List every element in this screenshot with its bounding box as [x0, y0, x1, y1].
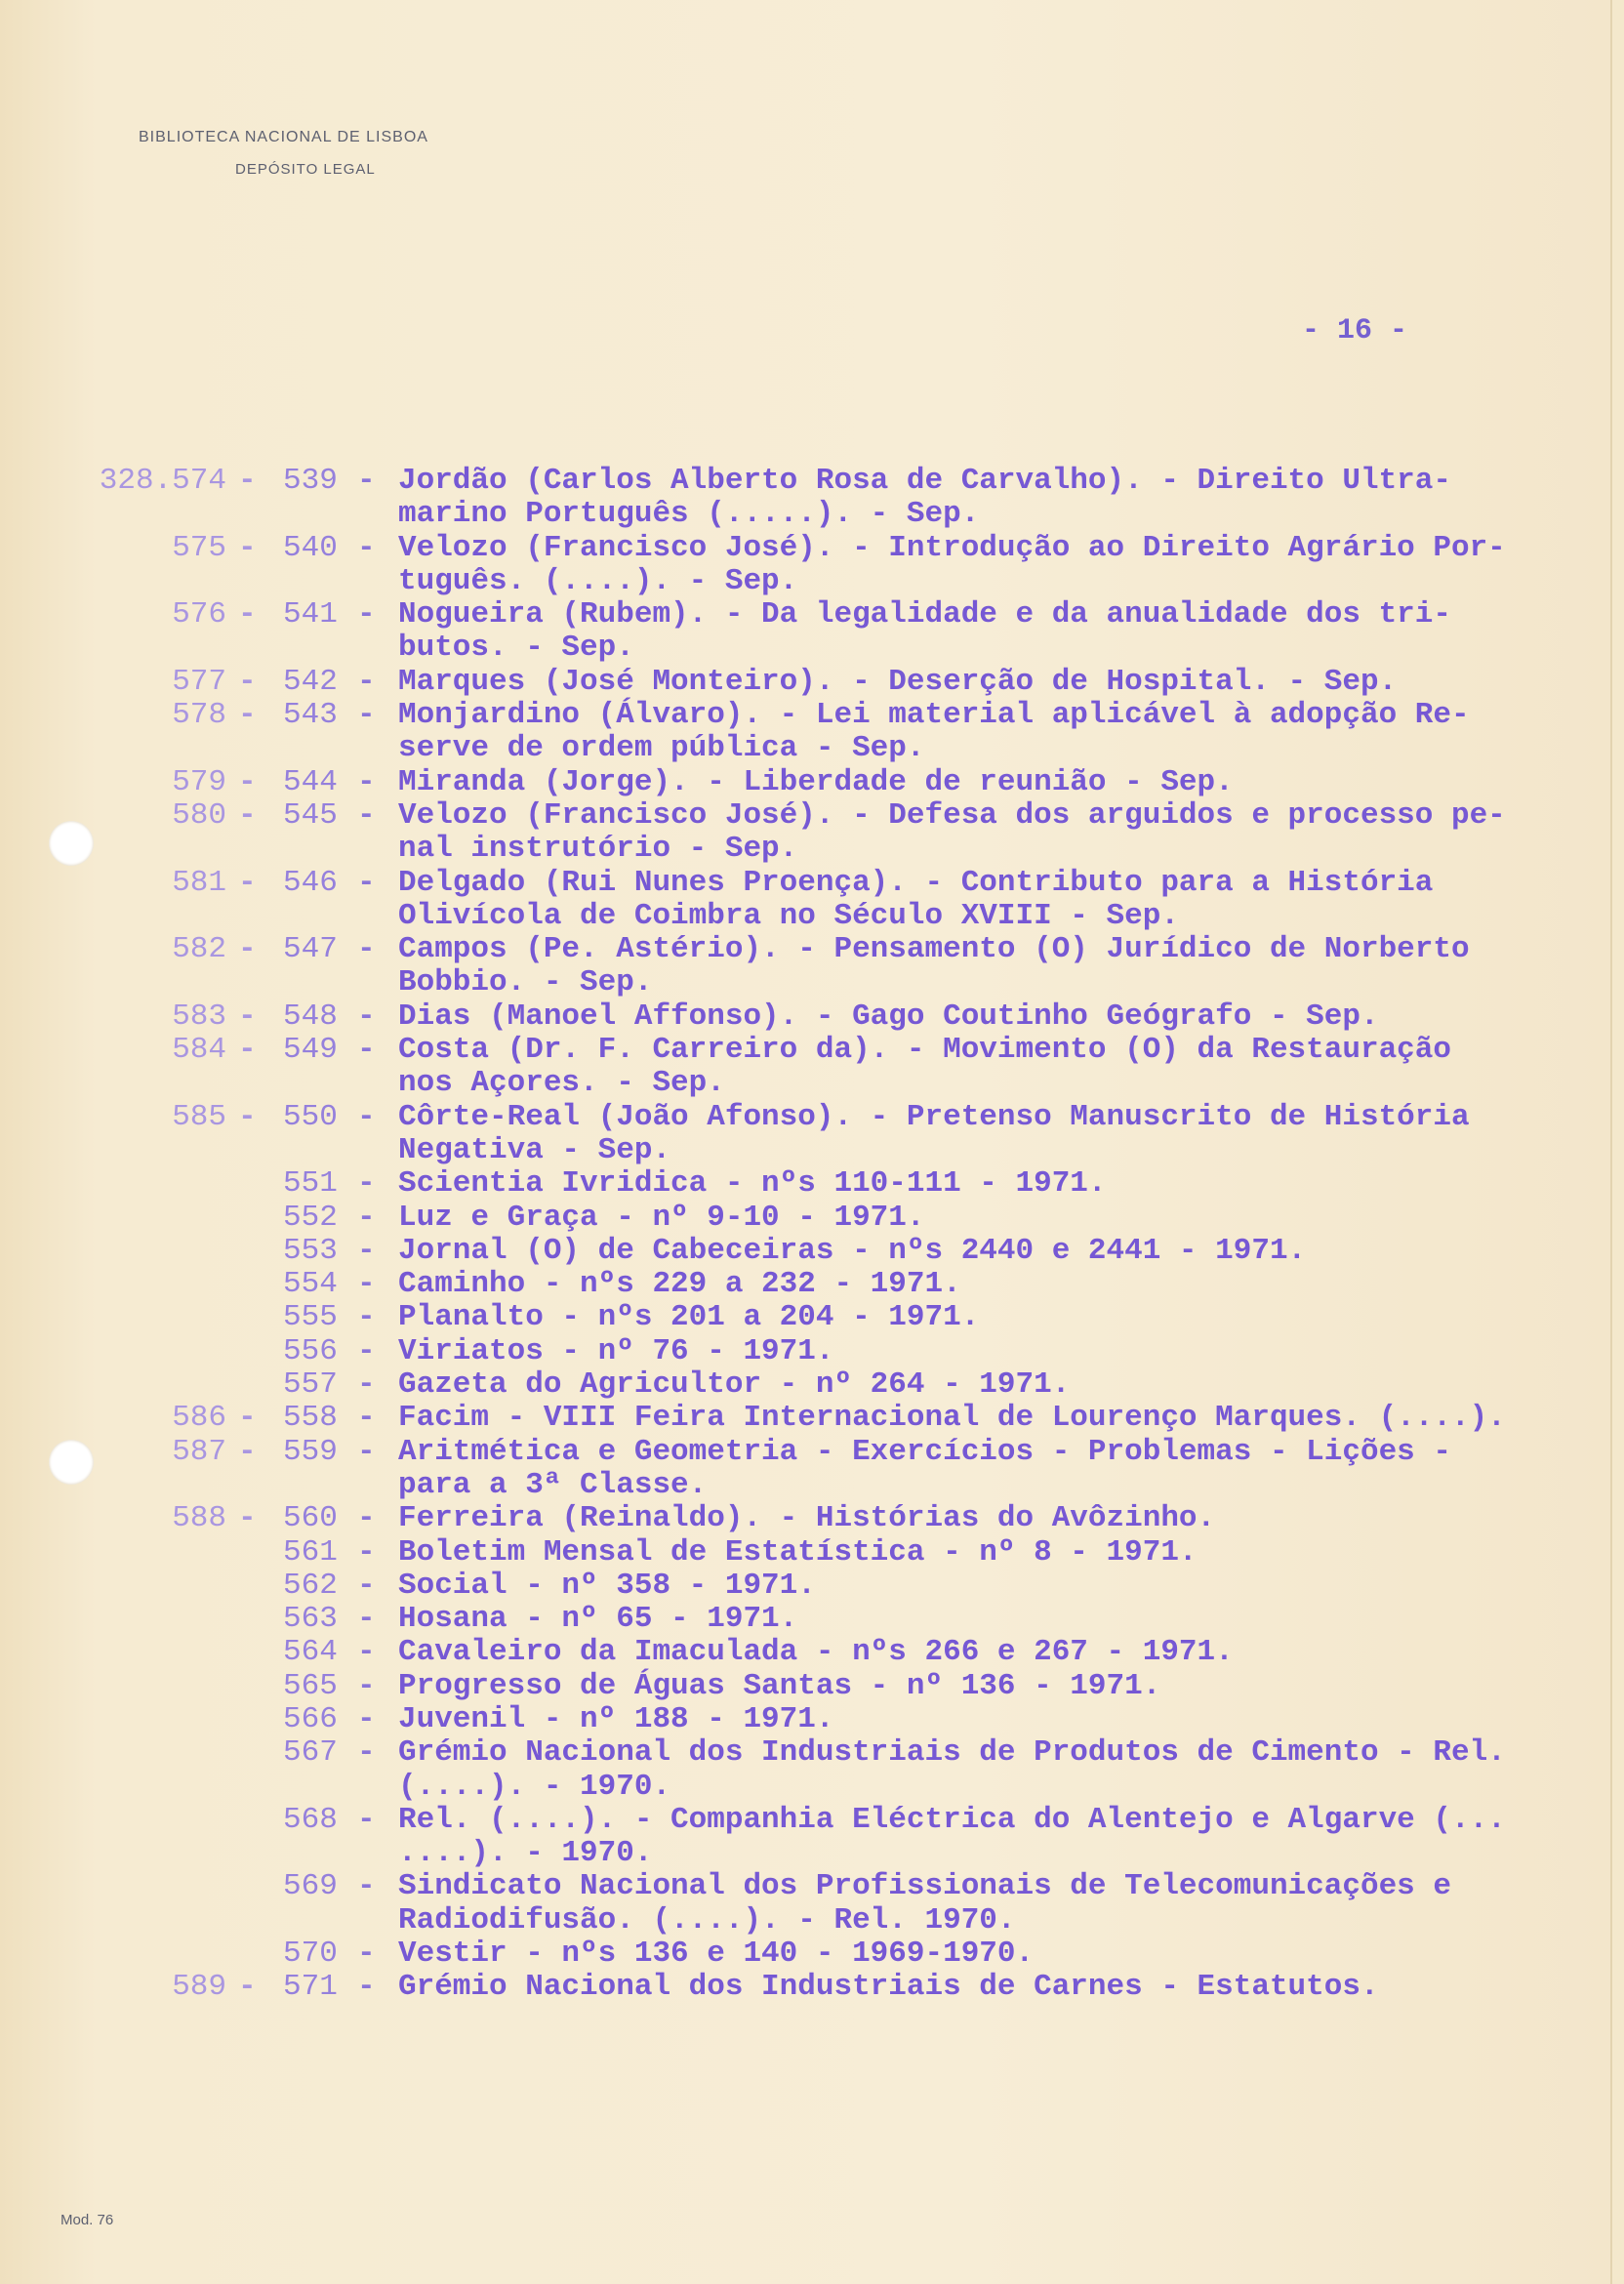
entry-line — [0, 1402, 1624, 1435]
entry-number: 560 — [283, 1501, 338, 1536]
separator-dash: - — [357, 664, 376, 699]
entry-number: 542 — [283, 664, 338, 699]
accession-number: 589 — [172, 1970, 226, 2005]
register-entry — [0, 1335, 1624, 1368]
entry-text: Negativa - Sep. — [398, 1132, 671, 1167]
entry-number: 567 — [283, 1735, 338, 1771]
entry-text: Hosana - nº 65 - 1971. — [398, 1602, 798, 1637]
entry-number: 559 — [283, 1434, 338, 1469]
entry-number: 563 — [283, 1602, 338, 1637]
separator-dash: - — [357, 1501, 376, 1536]
entry-number: 549 — [283, 1033, 338, 1068]
register-list — [0, 465, 1624, 2005]
entry-text: Rel. (....). - Companhia Eléctrica do Alentejo e Algarve (... — [398, 1802, 1506, 1837]
institution-header: BIBLIOTECA NACIONAL DE LISBOA — [139, 129, 428, 145]
register-entry — [0, 1870, 1624, 1937]
entry-number: 553 — [283, 1233, 338, 1268]
entry-line — [0, 1937, 1624, 1971]
separator-dash: - — [238, 1970, 257, 2005]
separator-dash: - — [238, 1434, 257, 1469]
entry-text: Grémio Nacional dos Industriais de Produtos de Cimento - Rel. — [398, 1735, 1506, 1771]
separator-dash: - — [357, 1635, 376, 1670]
entry-text: marino Português (.....). - Sep. — [398, 497, 980, 532]
entry-text: Costa (Dr. F. Carreiro da). - Movimento (O) da Restauração — [398, 1033, 1451, 1068]
entry-text: nos Açores. - Sep. — [398, 1066, 725, 1101]
accession-number: 577 — [172, 664, 226, 699]
separator-dash: - — [357, 1401, 376, 1436]
entry-number: 547 — [283, 932, 338, 967]
entry-number: 541 — [283, 597, 338, 632]
separator-dash: - — [357, 1802, 376, 1837]
separator-dash: - — [238, 698, 257, 733]
register-entry — [0, 1502, 1624, 1535]
separator-dash: - — [357, 1937, 376, 1972]
page-number: - 16 - — [1302, 314, 1408, 347]
entry-number: 566 — [283, 1701, 338, 1736]
register-entry — [0, 1971, 1624, 2004]
entry-line — [0, 598, 1624, 632]
separator-dash: - — [357, 597, 376, 632]
accession-number: 588 — [172, 1501, 226, 1536]
register-entry — [0, 1000, 1624, 1034]
separator-dash: - — [357, 1367, 376, 1403]
entry-text: Ferreira (Reinaldo). - Histórias do Avôzinho. — [398, 1501, 1216, 1536]
separator-dash: - — [238, 1501, 257, 1536]
register-entry — [0, 598, 1624, 666]
entry-text: Velozo (Francisco José). - Introdução ao Direito Agrário Por- — [398, 530, 1506, 565]
separator-dash: - — [238, 865, 257, 900]
entry-text: (....). - 1970. — [398, 1769, 671, 1804]
entry-text: serve de ordem pública - Sep. — [398, 731, 925, 766]
register-entry — [0, 666, 1624, 699]
entry-number: 558 — [283, 1401, 338, 1436]
entry-text: Scientia Ivridica - nºs 110-111 - 1971. — [398, 1166, 1107, 1202]
entry-number: 554 — [283, 1267, 338, 1302]
separator-dash: - — [238, 999, 257, 1034]
entry-text: Monjardino (Álvaro). - Lei material aplicável à adopção Re- — [398, 698, 1470, 733]
entry-text: Juvenil - nº 188 - 1971. — [398, 1701, 834, 1736]
accession-number: 581 — [172, 865, 226, 900]
entry-text: Vestir - nºs 136 e 140 - 1969-1970. — [398, 1937, 1035, 1972]
entry-text: Gazeta do Agricultor - nº 264 - 1971. — [398, 1367, 1071, 1403]
entry-text: ....). - 1970. — [398, 1836, 653, 1871]
entry-line — [0, 1134, 1624, 1167]
separator-dash: - — [238, 597, 257, 632]
entry-line — [0, 933, 1624, 966]
entry-text: Jordão (Carlos Alberto Rosa de Carvalho). - Direito Ultra- — [398, 464, 1451, 498]
entry-text: Nogueira (Rubem). - Da legalidade e da anualidade dos tri- — [398, 597, 1451, 632]
entry-number: 550 — [283, 1099, 338, 1134]
separator-dash: - — [357, 1099, 376, 1134]
separator-dash: - — [238, 1033, 257, 1068]
separator-dash: - — [357, 1602, 376, 1637]
entry-text: Cavaleiro da Imaculada - nºs 266 e 267 - 1971. — [398, 1635, 1234, 1670]
entry-text: butos. - Sep. — [398, 631, 634, 666]
entry-number: 571 — [283, 1970, 338, 2005]
entry-text: Social - nº 358 - 1971. — [398, 1568, 816, 1603]
register-entry — [0, 1670, 1624, 1703]
entry-number: 569 — [283, 1869, 338, 1904]
register-entry — [0, 1368, 1624, 1402]
entry-line — [0, 1870, 1624, 1903]
entry-line — [0, 1904, 1624, 1937]
entry-line — [0, 1670, 1624, 1703]
separator-dash: - — [357, 1869, 376, 1904]
separator-dash: - — [357, 1568, 376, 1603]
entry-number: 539 — [283, 464, 338, 498]
register-entry — [0, 1804, 1624, 1871]
separator-dash: - — [357, 932, 376, 967]
entry-number: 548 — [283, 999, 338, 1034]
separator-dash: - — [357, 1735, 376, 1771]
entry-text: Velozo (Francisco José). - Defesa dos arguidos e processo pe- — [398, 797, 1506, 833]
accession-number: 582 — [172, 932, 226, 967]
entry-line — [0, 1837, 1624, 1870]
entry-line — [0, 732, 1624, 765]
entry-line — [0, 532, 1624, 565]
accession-number: 587 — [172, 1434, 226, 1469]
register-entry — [0, 1301, 1624, 1334]
register-entry — [0, 1436, 1624, 1503]
separator-dash: - — [357, 698, 376, 733]
register-entry — [0, 933, 1624, 1000]
register-entry — [0, 465, 1624, 532]
register-entry — [0, 1703, 1624, 1736]
separator-dash: - — [238, 764, 257, 799]
entry-line — [0, 867, 1624, 900]
entry-line — [0, 799, 1624, 833]
entry-text: Grémio Nacional dos Industriais de Carnes - Estatutos. — [398, 1970, 1379, 2005]
entry-text: tuguês. (....). - Sep. — [398, 563, 798, 598]
separator-dash: - — [357, 1300, 376, 1335]
entry-text: Caminho - nºs 229 a 232 - 1971. — [398, 1267, 961, 1302]
entry-line — [0, 1804, 1624, 1837]
separator-dash: - — [357, 1233, 376, 1268]
register-entry — [0, 1736, 1624, 1804]
form-code: Mod. 76 — [61, 2212, 114, 2228]
accession-number: 586 — [172, 1401, 226, 1436]
entry-text: Campos (Pe. Astério). - Pensamento (O) Jurídico de Norberto — [398, 932, 1470, 967]
register-entry — [0, 1570, 1624, 1603]
entry-text: Marques (José Monteiro). - Deserção de Hospital. - Sep. — [398, 664, 1398, 699]
entry-number: 564 — [283, 1635, 338, 1670]
entry-line — [0, 900, 1624, 933]
entry-text: Progresso de Águas Santas - nº 136 - 1971. — [398, 1668, 1161, 1703]
separator-dash: - — [357, 1534, 376, 1570]
accession-number: 580 — [172, 797, 226, 833]
separator-dash: - — [357, 764, 376, 799]
entry-line — [0, 1034, 1624, 1067]
register-entry — [0, 1536, 1624, 1570]
entry-line — [0, 1202, 1624, 1235]
separator-dash: - — [238, 664, 257, 699]
separator-dash: - — [357, 1668, 376, 1703]
entry-text: Bobbio. - Sep. — [398, 965, 653, 1000]
separator-dash: - — [357, 1333, 376, 1368]
entry-text: Jornal (O) de Cabeceiras - nºs 2440 e 2441 - 1971. — [398, 1233, 1307, 1268]
separator-dash: - — [357, 1267, 376, 1302]
register-entry — [0, 766, 1624, 799]
entry-number: 546 — [283, 865, 338, 900]
entry-line — [0, 465, 1624, 498]
separator-dash: - — [357, 530, 376, 565]
entry-number: 555 — [283, 1300, 338, 1335]
entry-text: Olivícola de Coimbra no Século XVIII - Sep. — [398, 898, 1179, 933]
accession-number: 576 — [172, 597, 226, 632]
entry-line — [0, 766, 1624, 799]
entry-line — [0, 1235, 1624, 1268]
entry-number: 565 — [283, 1668, 338, 1703]
entry-line — [0, 1000, 1624, 1034]
register-entry — [0, 1167, 1624, 1201]
entry-text: Radiodifusão. (....). - Rel. 1970. — [398, 1902, 1016, 1937]
separator-dash: - — [238, 530, 257, 565]
accession-number: 578 — [172, 698, 226, 733]
separator-dash: - — [357, 1970, 376, 2005]
entry-number: 545 — [283, 797, 338, 833]
separator-dash: - — [357, 1166, 376, 1202]
entry-line — [0, 1335, 1624, 1368]
entry-number: 543 — [283, 698, 338, 733]
separator-dash: - — [238, 1099, 257, 1134]
entry-line — [0, 1703, 1624, 1736]
entry-number: 568 — [283, 1802, 338, 1837]
separator-dash: - — [238, 464, 257, 498]
entry-text: Facim - VIII Feira Internacional de Lourenço Marques. (....). — [398, 1401, 1506, 1436]
department-header: DEPÓSITO LEGAL — [235, 161, 376, 178]
register-entry — [0, 1235, 1624, 1268]
entry-number: 556 — [283, 1333, 338, 1368]
entry-line — [0, 1771, 1624, 1804]
entry-line — [0, 565, 1624, 598]
entry-number: 562 — [283, 1568, 338, 1603]
register-entry — [0, 1101, 1624, 1168]
entry-text: Boletim Mensal de Estatística - nº 8 - 1971. — [398, 1534, 1198, 1570]
register-entry — [0, 1636, 1624, 1669]
entry-line — [0, 1436, 1624, 1469]
accession-number: 585 — [172, 1099, 226, 1134]
entry-text: Sindicato Nacional dos Profissionais de Telecomunicações e — [398, 1869, 1451, 1904]
entry-line — [0, 1101, 1624, 1134]
separator-dash: - — [357, 1701, 376, 1736]
register-entry — [0, 867, 1624, 934]
entry-text: Viriatos - nº 76 - 1971. — [398, 1333, 834, 1368]
accession-number: 583 — [172, 999, 226, 1034]
register-entry — [0, 532, 1624, 599]
entry-line — [0, 632, 1624, 665]
entry-line — [0, 966, 1624, 999]
accession-number: 575 — [172, 530, 226, 565]
entry-line — [0, 498, 1624, 531]
entry-number: 540 — [283, 530, 338, 565]
entry-line — [0, 666, 1624, 699]
entry-number: 552 — [283, 1200, 338, 1235]
entry-text: Aritmética e Geometria - Exercícios - Problemas - Lições - — [398, 1434, 1451, 1469]
entry-number: 561 — [283, 1534, 338, 1570]
entry-text: Miranda (Jorge). - Liberdade de reunião - Sep. — [398, 764, 1234, 799]
accession-number: 584 — [172, 1033, 226, 1068]
entry-line — [0, 1570, 1624, 1603]
separator-dash: - — [357, 1033, 376, 1068]
register-entry — [0, 1268, 1624, 1301]
accession-number: 328.574 — [99, 464, 226, 498]
separator-dash: - — [238, 1401, 257, 1436]
entry-line — [0, 1603, 1624, 1636]
separator-dash: - — [357, 999, 376, 1034]
entry-line — [0, 1368, 1624, 1402]
entry-number: 557 — [283, 1367, 338, 1403]
separator-dash: - — [357, 865, 376, 900]
entry-text: para a 3ª Classe. — [398, 1467, 708, 1502]
entry-line — [0, 1469, 1624, 1502]
entry-text: Dias (Manoel Affonso). - Gago Coutinho Geógrafo - Sep. — [398, 999, 1379, 1034]
entry-line — [0, 699, 1624, 732]
entry-number: 551 — [283, 1166, 338, 1202]
register-entry — [0, 1034, 1624, 1101]
separator-dash: - — [238, 932, 257, 967]
separator-dash: - — [238, 797, 257, 833]
entry-line — [0, 1301, 1624, 1334]
entry-line — [0, 833, 1624, 866]
separator-dash: - — [357, 1434, 376, 1469]
register-entry — [0, 699, 1624, 766]
entry-text: nal instrutório - Sep. — [398, 832, 798, 867]
entry-number: 570 — [283, 1937, 338, 1972]
entry-text: Delgado (Rui Nunes Proença). - Contributo para a História — [398, 865, 1434, 900]
entry-line — [0, 1536, 1624, 1570]
entry-line — [0, 1736, 1624, 1770]
accession-number: 579 — [172, 764, 226, 799]
entry-text: Luz e Graça - nº 9-10 - 1971. — [398, 1200, 925, 1235]
register-entry — [0, 799, 1624, 867]
entry-text: Côrte-Real (João Afonso). - Pretenso Manuscrito de História — [398, 1099, 1470, 1134]
register-entry — [0, 1202, 1624, 1235]
separator-dash: - — [357, 1200, 376, 1235]
register-entry — [0, 1937, 1624, 1971]
entry-line — [0, 1067, 1624, 1100]
entry-line — [0, 1268, 1624, 1301]
entry-line — [0, 1502, 1624, 1535]
entry-line — [0, 1636, 1624, 1669]
entry-text: Planalto - nºs 201 a 204 - 1971. — [398, 1300, 980, 1335]
separator-dash: - — [357, 464, 376, 498]
entry-line — [0, 1971, 1624, 2004]
separator-dash: - — [357, 797, 376, 833]
entry-line — [0, 1167, 1624, 1201]
entry-number: 544 — [283, 764, 338, 799]
register-entry — [0, 1603, 1624, 1636]
register-entry — [0, 1402, 1624, 1435]
